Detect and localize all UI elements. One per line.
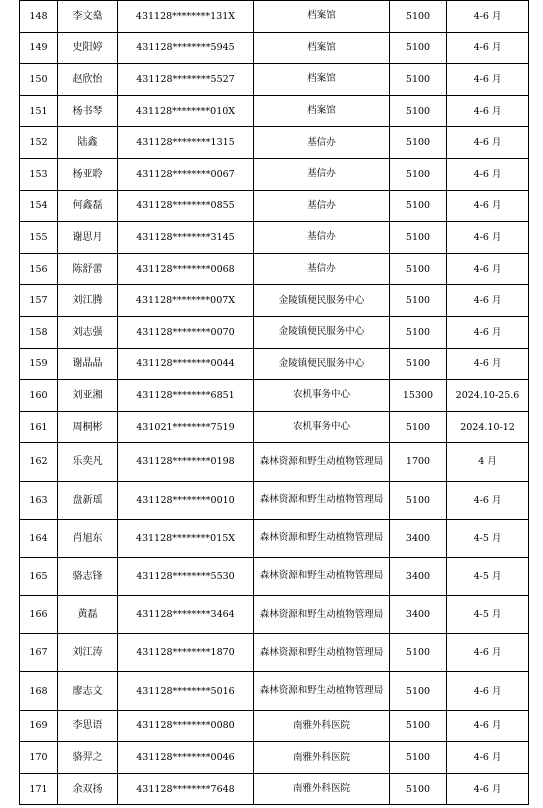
table-row <box>20 1 529 33</box>
row-number-cell: 169 <box>20 710 58 742</box>
row-number-cell: 150 <box>20 64 58 96</box>
id-number-cell: 431128********5016 <box>118 672 254 710</box>
name-cell: 何鑫磊 <box>58 190 118 222</box>
id-number-cell: 431128********015X <box>118 519 254 557</box>
table-row <box>20 380 529 412</box>
name-cell: 陈舒蕾 <box>58 253 118 285</box>
name-cell: 刘亚湘 <box>58 380 118 412</box>
name-cell: 谢晶晶 <box>58 348 118 380</box>
amount-cell: 5100 <box>390 253 447 285</box>
period-cell: 4-6 月 <box>447 1 529 33</box>
row-number-cell: 163 <box>20 481 58 519</box>
department-cell: 南雅外科医院 <box>254 710 390 742</box>
id-number-cell: 431128********0198 <box>118 443 254 481</box>
department-cell: 森林资源和野生动植物管理局 <box>254 557 390 595</box>
period-cell: 4 月 <box>447 443 529 481</box>
table-row <box>20 672 529 710</box>
department-cell: 金陵镇便民服务中心 <box>254 285 390 317</box>
amount-cell: 3400 <box>390 596 447 634</box>
department-cell: 基信办 <box>254 158 390 190</box>
period-cell: 4-6 月 <box>447 316 529 348</box>
department-cell: 基信办 <box>254 127 390 159</box>
table-body <box>20 1 529 805</box>
period-cell: 4-6 月 <box>447 95 529 127</box>
period-cell: 4-6 月 <box>447 672 529 710</box>
amount-cell: 5100 <box>390 411 447 443</box>
row-number-cell: 158 <box>20 316 58 348</box>
row-number-cell: 162 <box>20 443 58 481</box>
department-cell: 档案馆 <box>254 1 390 33</box>
period-cell: 4-6 月 <box>447 222 529 254</box>
name-cell: 谢思月 <box>58 222 118 254</box>
row-number-cell: 168 <box>20 672 58 710</box>
name-cell: 刘江涛 <box>58 634 118 672</box>
table-row <box>20 519 529 557</box>
period-cell: 4-5 月 <box>447 557 529 595</box>
amount-cell: 5100 <box>390 158 447 190</box>
amount-cell: 5100 <box>390 95 447 127</box>
period-cell: 4-6 月 <box>447 158 529 190</box>
table-row <box>20 742 529 774</box>
department-cell: 基信办 <box>254 222 390 254</box>
department-cell: 档案馆 <box>254 64 390 96</box>
amount-cell: 3400 <box>390 557 447 595</box>
department-cell: 南雅外科医院 <box>254 742 390 774</box>
id-number-cell: 431128********131X <box>118 1 254 33</box>
amount-cell: 5100 <box>390 634 447 672</box>
table-row <box>20 443 529 481</box>
row-number-cell: 154 <box>20 190 58 222</box>
period-cell: 4-6 月 <box>447 127 529 159</box>
period-cell: 4-6 月 <box>447 742 529 774</box>
period-cell: 4-6 月 <box>447 253 529 285</box>
id-number-cell: 431128********010X <box>118 95 254 127</box>
id-number-cell: 431128********6851 <box>118 380 254 412</box>
amount-cell: 15300 <box>390 380 447 412</box>
department-cell: 基信办 <box>254 253 390 285</box>
id-number-cell: 431128********5530 <box>118 557 254 595</box>
department-cell: 森林资源和野生动植物管理局 <box>254 519 390 557</box>
row-number-cell: 148 <box>20 1 58 33</box>
department-cell: 农机事务中心 <box>254 380 390 412</box>
period-cell: 4-6 月 <box>447 634 529 672</box>
amount-cell: 3400 <box>390 519 447 557</box>
amount-cell: 5100 <box>390 348 447 380</box>
row-number-cell: 155 <box>20 222 58 254</box>
amount-cell: 5100 <box>390 222 447 254</box>
department-cell: 农机事务中心 <box>254 411 390 443</box>
table-row <box>20 348 529 380</box>
id-number-cell: 431128********007X <box>118 285 254 317</box>
id-number-cell: 431128********0046 <box>118 742 254 774</box>
table-row <box>20 222 529 254</box>
id-number-cell: 431128********0068 <box>118 253 254 285</box>
id-number-cell: 431128********0855 <box>118 190 254 222</box>
name-cell: 余双扬 <box>58 773 118 805</box>
department-cell: 南雅外科医院 <box>254 773 390 805</box>
name-cell: 赵欣怡 <box>58 64 118 96</box>
row-number-cell: 159 <box>20 348 58 380</box>
table-row <box>20 190 529 222</box>
department-cell: 档案馆 <box>254 95 390 127</box>
row-number-cell: 166 <box>20 596 58 634</box>
amount-cell: 5100 <box>390 481 447 519</box>
amount-cell: 1700 <box>390 443 447 481</box>
name-cell: 骆羿之 <box>58 742 118 774</box>
id-number-cell: 431128********0044 <box>118 348 254 380</box>
amount-cell: 5100 <box>390 285 447 317</box>
amount-cell: 5100 <box>390 710 447 742</box>
name-cell: 刘江腾 <box>58 285 118 317</box>
name-cell: 杨书琴 <box>58 95 118 127</box>
period-cell: 4-5 月 <box>447 596 529 634</box>
id-number-cell: 431128********1315 <box>118 127 254 159</box>
row-number-cell: 170 <box>20 742 58 774</box>
period-cell: 4-6 月 <box>447 64 529 96</box>
id-number-cell: 431128********1870 <box>118 634 254 672</box>
amount-cell: 5100 <box>390 316 447 348</box>
table-row <box>20 158 529 190</box>
row-number-cell: 164 <box>20 519 58 557</box>
table-row <box>20 285 529 317</box>
period-cell: 4-6 月 <box>447 481 529 519</box>
id-number-cell: 431021********7519 <box>118 411 254 443</box>
name-cell: 周桐彬 <box>58 411 118 443</box>
period-cell: 4-6 月 <box>447 190 529 222</box>
table-row <box>20 253 529 285</box>
amount-cell: 5100 <box>390 742 447 774</box>
name-cell: 盘新瑶 <box>58 481 118 519</box>
amount-cell: 5100 <box>390 32 447 64</box>
period-cell: 4-6 月 <box>447 773 529 805</box>
name-cell: 陆鑫 <box>58 127 118 159</box>
department-cell: 森林资源和野生动植物管理局 <box>254 596 390 634</box>
table-row <box>20 557 529 595</box>
department-cell: 森林资源和野生动植物管理局 <box>254 672 390 710</box>
department-cell: 金陵镇便民服务中心 <box>254 316 390 348</box>
period-cell: 2024.10-25.6 <box>447 380 529 412</box>
table-row <box>20 32 529 64</box>
department-cell: 金陵镇便民服务中心 <box>254 348 390 380</box>
row-number-cell: 153 <box>20 158 58 190</box>
name-cell: 骆志锋 <box>58 557 118 595</box>
department-cell: 档案馆 <box>254 32 390 64</box>
row-number-cell: 167 <box>20 634 58 672</box>
row-number-cell: 157 <box>20 285 58 317</box>
table-row <box>20 634 529 672</box>
subsidy-list-table <box>19 0 529 805</box>
department-cell: 基信办 <box>254 190 390 222</box>
name-cell: 李文燊 <box>58 1 118 33</box>
name-cell: 肖旭东 <box>58 519 118 557</box>
id-number-cell: 431128********3145 <box>118 222 254 254</box>
row-number-cell: 152 <box>20 127 58 159</box>
row-number-cell: 160 <box>20 380 58 412</box>
name-cell: 廖志文 <box>58 672 118 710</box>
table-row <box>20 710 529 742</box>
amount-cell: 5100 <box>390 1 447 33</box>
table-row <box>20 316 529 348</box>
department-cell: 森林资源和野生动植物管理局 <box>254 481 390 519</box>
id-number-cell: 431128********5527 <box>118 64 254 96</box>
id-number-cell: 431128********3464 <box>118 596 254 634</box>
department-cell: 森林资源和野生动植物管理局 <box>254 443 390 481</box>
table-row <box>20 64 529 96</box>
department-cell: 森林资源和野生动植物管理局 <box>254 634 390 672</box>
period-cell: 4-6 月 <box>447 285 529 317</box>
row-number-cell: 151 <box>20 95 58 127</box>
id-number-cell: 431128********5945 <box>118 32 254 64</box>
amount-cell: 5100 <box>390 190 447 222</box>
name-cell: 杨亚聆 <box>58 158 118 190</box>
period-cell: 4-5 月 <box>447 519 529 557</box>
name-cell: 李思语 <box>58 710 118 742</box>
id-number-cell: 431128********0067 <box>118 158 254 190</box>
row-number-cell: 171 <box>20 773 58 805</box>
period-cell: 4-6 月 <box>447 32 529 64</box>
table-row <box>20 127 529 159</box>
table-row <box>20 481 529 519</box>
table-row <box>20 411 529 443</box>
row-number-cell: 156 <box>20 253 58 285</box>
amount-cell: 5100 <box>390 64 447 96</box>
table-row <box>20 95 529 127</box>
period-cell: 4-6 月 <box>447 710 529 742</box>
name-cell: 史阳婷 <box>58 32 118 64</box>
row-number-cell: 149 <box>20 32 58 64</box>
name-cell: 黄磊 <box>58 596 118 634</box>
table-row <box>20 773 529 805</box>
amount-cell: 5100 <box>390 672 447 710</box>
id-number-cell: 431128********0070 <box>118 316 254 348</box>
name-cell: 乐奕凡 <box>58 443 118 481</box>
amount-cell: 5100 <box>390 773 447 805</box>
table-row <box>20 596 529 634</box>
id-number-cell: 431128********0080 <box>118 710 254 742</box>
id-number-cell: 431128********0010 <box>118 481 254 519</box>
amount-cell: 5100 <box>390 127 447 159</box>
name-cell: 刘志强 <box>58 316 118 348</box>
row-number-cell: 161 <box>20 411 58 443</box>
id-number-cell: 431128********7648 <box>118 773 254 805</box>
period-cell: 2024.10-12 <box>447 411 529 443</box>
row-number-cell: 165 <box>20 557 58 595</box>
period-cell: 4-6 月 <box>447 348 529 380</box>
